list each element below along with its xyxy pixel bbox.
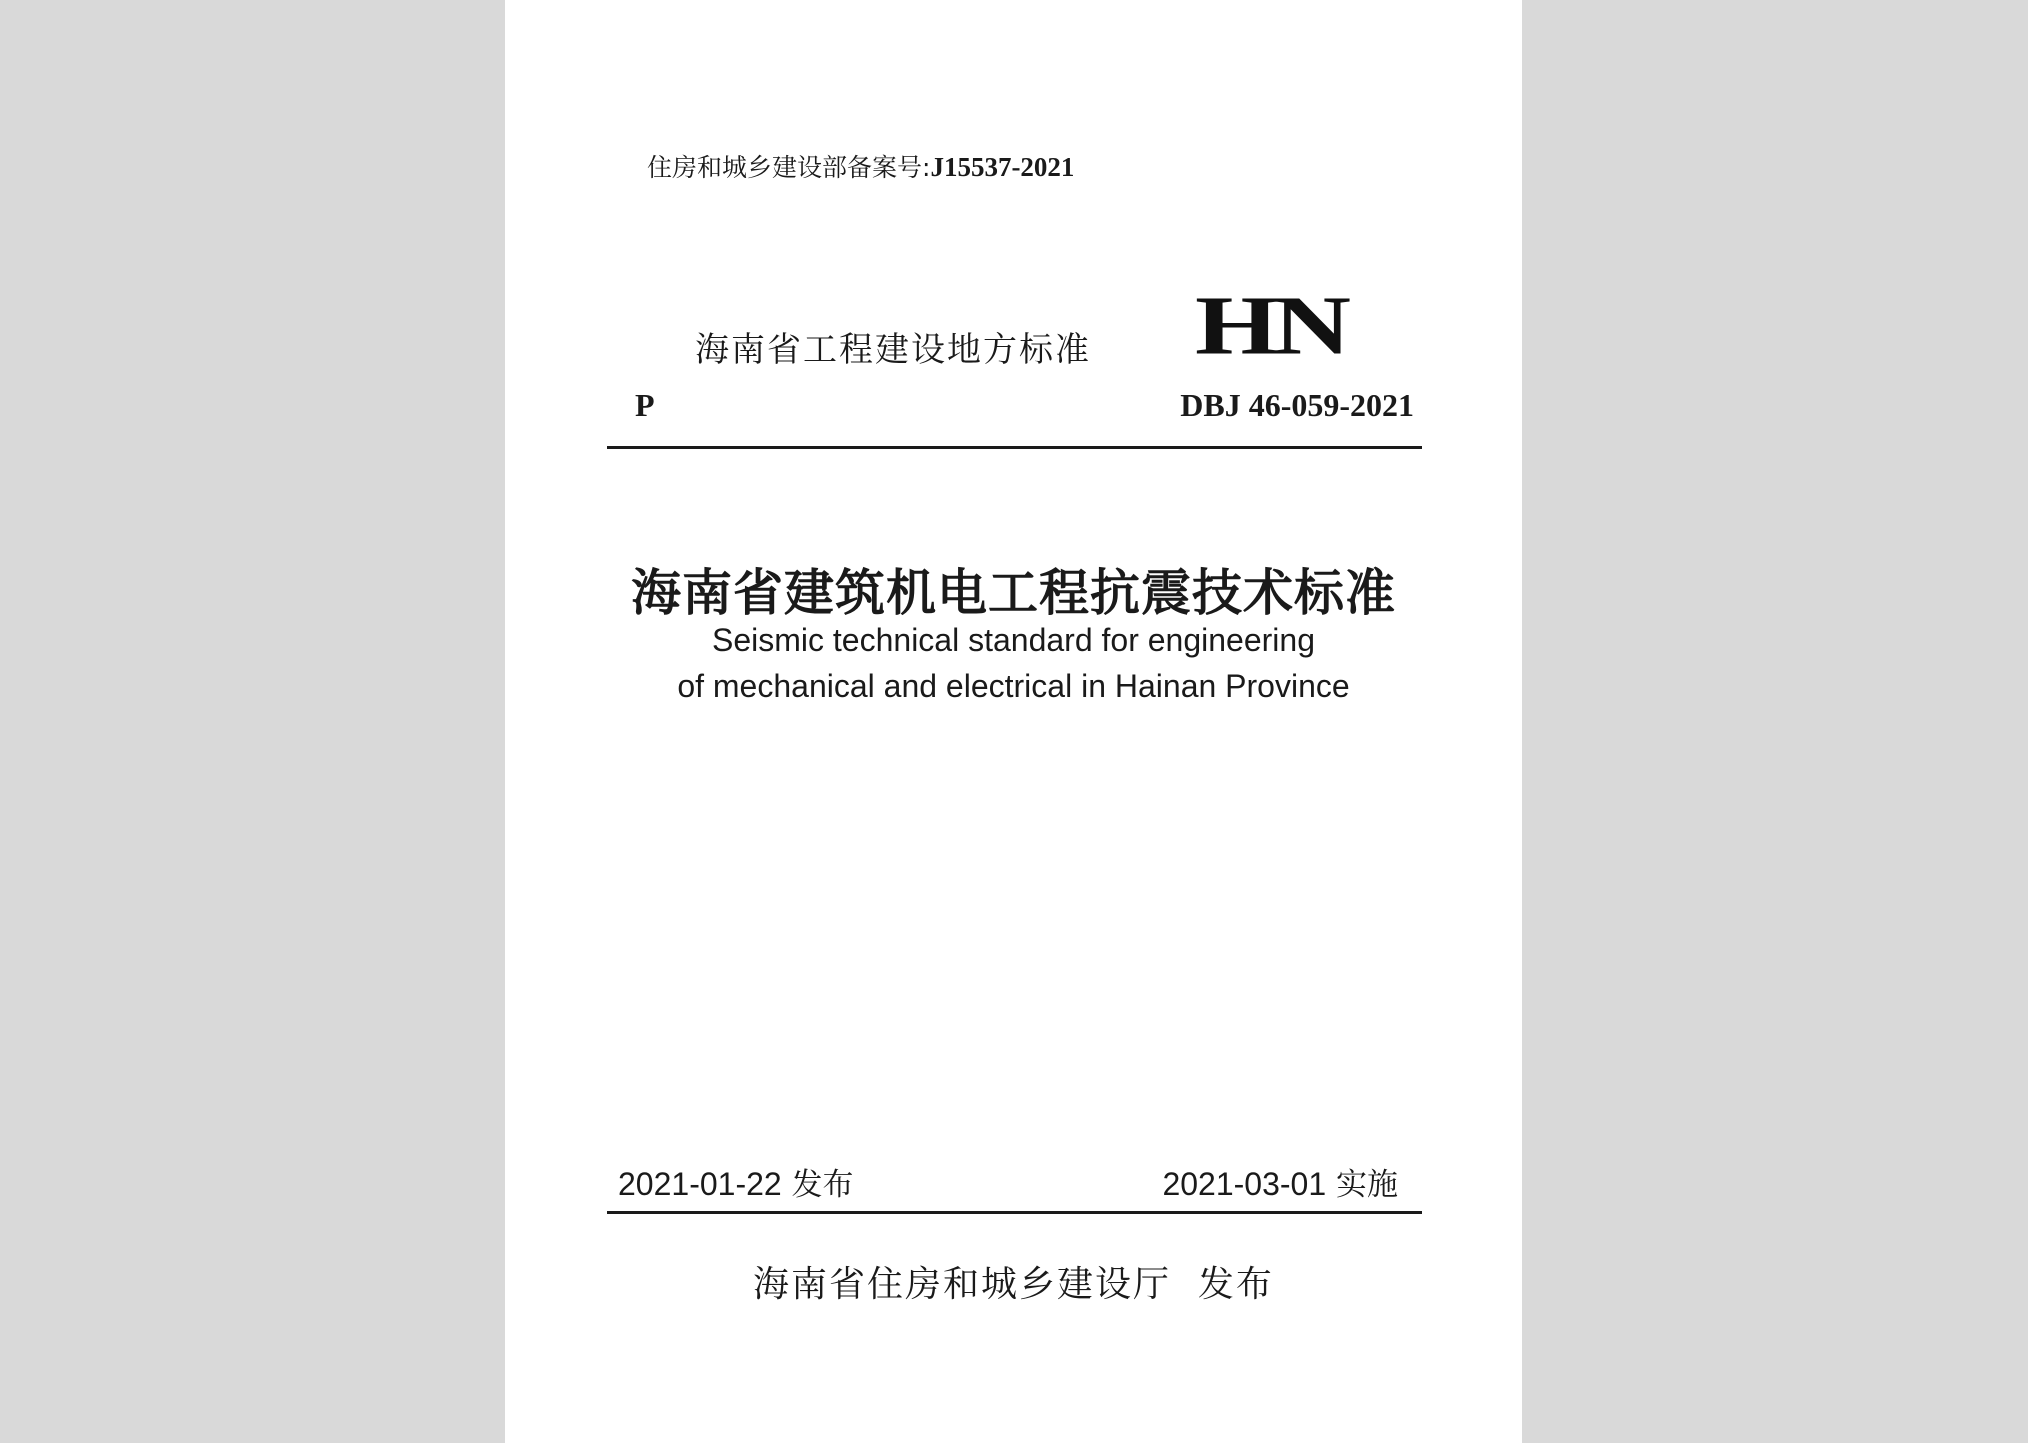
filing-label: 住房和城乡建设部备案号: xyxy=(647,153,931,182)
issue-date-label: 发布 xyxy=(791,1167,854,1203)
title-english-line1: Seismic technical standard for engineering xyxy=(712,622,1315,658)
implementation-date-value: 2021-03-01 xyxy=(1162,1166,1327,1202)
issue-date-value: 2021-01-22 xyxy=(618,1166,782,1202)
title-chinese: 海南省建筑机电工程抗震技术标准 xyxy=(631,564,1396,622)
standard-number: DBJ 46-059-2021 xyxy=(1180,387,1414,423)
hn-logo: HN xyxy=(1195,279,1345,373)
publisher: 海南省住房和城乡建设厅 发布 xyxy=(753,1264,1274,1305)
header-divider xyxy=(607,446,1422,449)
issue-date xyxy=(618,1159,854,1204)
implementation-date-label: 实施 xyxy=(1336,1167,1398,1203)
category-code: P xyxy=(635,387,655,423)
title-english-line2: of mechanical and electrical in Hainan Province xyxy=(677,668,1350,704)
filing-number xyxy=(647,148,1074,184)
standard-series-label: 海南省工程建设地方标准 xyxy=(695,330,1091,370)
footer-divider xyxy=(607,1211,1422,1214)
document-cover-page xyxy=(505,0,1522,1443)
implementation-date xyxy=(1162,1159,1398,1204)
filing-code: J15537-2021 xyxy=(930,152,1075,182)
